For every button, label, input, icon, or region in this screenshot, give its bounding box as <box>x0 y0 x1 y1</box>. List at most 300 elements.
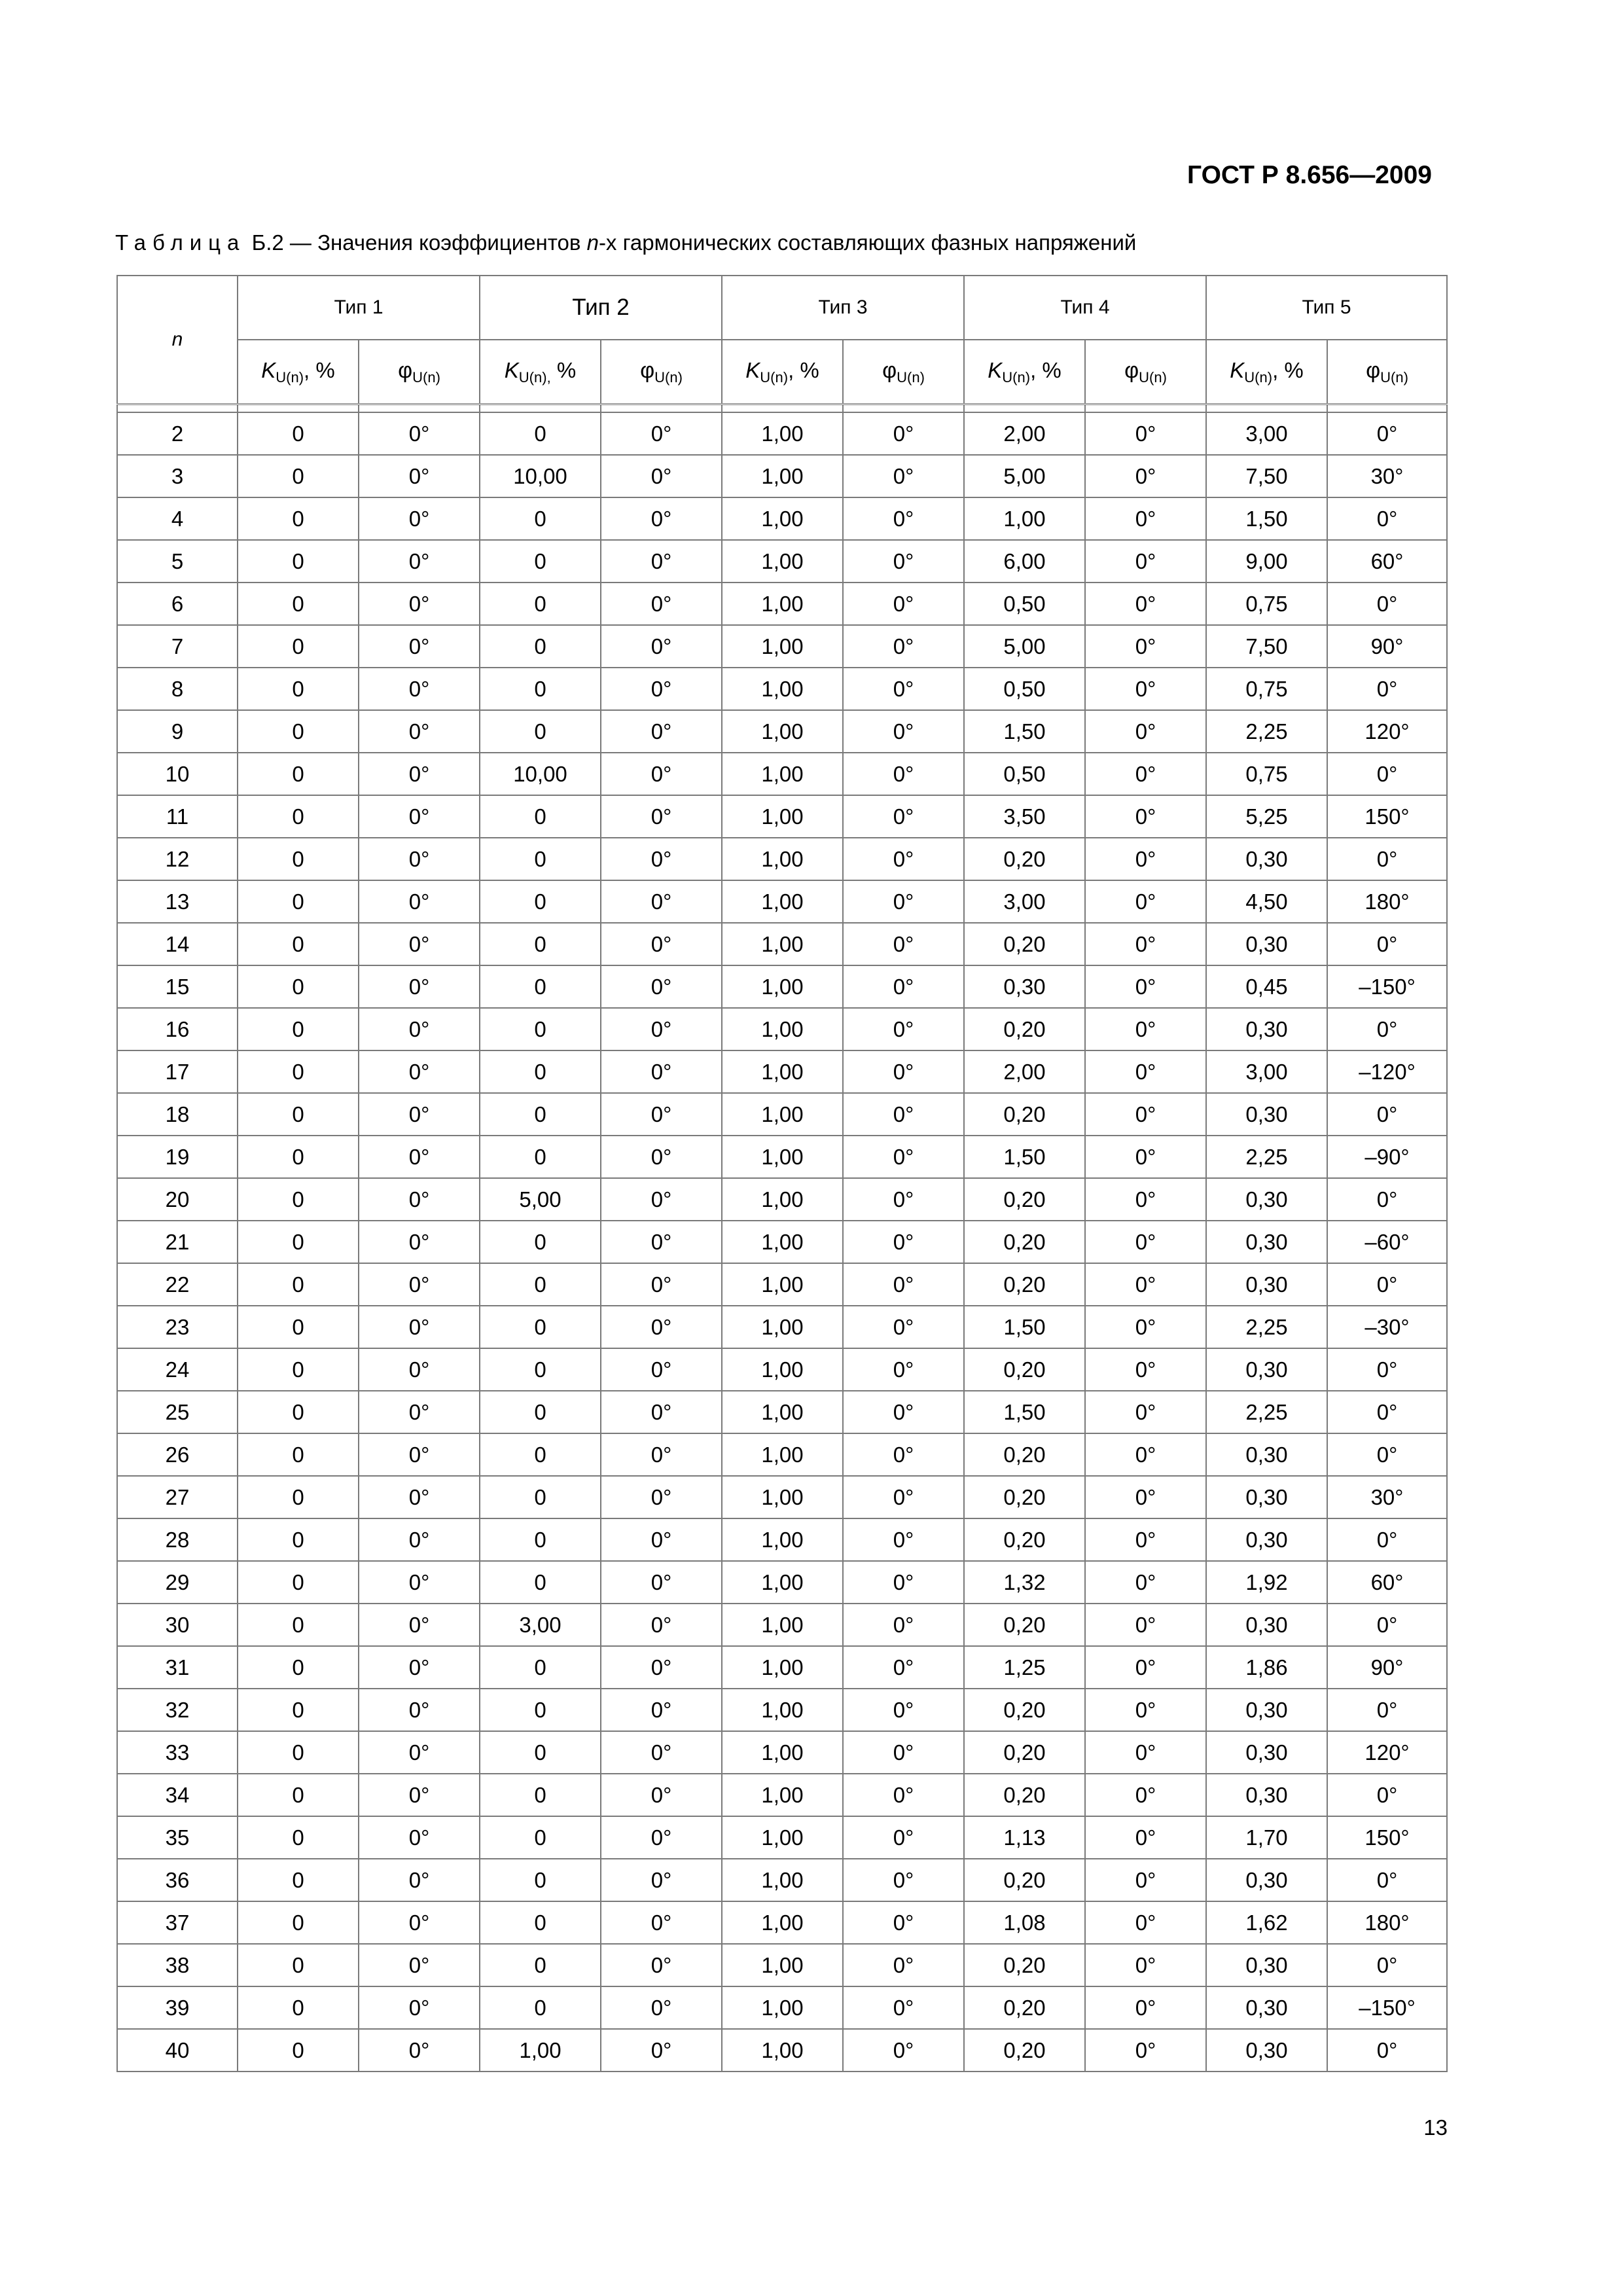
table-cell: 0 <box>480 1433 601 1476</box>
table-cell: 0° <box>1085 1731 1206 1774</box>
table-cell: 0° <box>1085 1050 1206 1093</box>
table-cell: –120° <box>1327 1050 1447 1093</box>
table-cell: 0 <box>238 880 359 923</box>
table-cell: 0° <box>1085 1986 1206 2029</box>
table-cell: 0,30 <box>1206 923 1327 965</box>
table-cell: 0° <box>359 1391 480 1433</box>
table-cell: 0° <box>1085 1433 1206 1476</box>
table-cell: 0° <box>1085 1816 1206 1859</box>
table-row <box>117 1944 1447 1986</box>
table-cell: 0 <box>238 838 359 880</box>
table-cell: 0° <box>1085 1944 1206 1986</box>
table-cell: 0 <box>480 583 601 625</box>
table-cell: 0,20 <box>964 1433 1085 1476</box>
table-cell: 0° <box>843 965 964 1008</box>
table-row <box>117 753 1447 795</box>
table-cell: 10,00 <box>480 753 601 795</box>
harmonic-order-cell: 34 <box>117 1774 238 1816</box>
table-cell: 0 <box>238 583 359 625</box>
table-cell: 0° <box>1327 1348 1447 1391</box>
harmonic-order-cell: 33 <box>117 1731 238 1774</box>
table-row <box>117 1859 1447 1901</box>
table-cell: 0° <box>843 2029 964 2072</box>
table-cell: 0° <box>1085 1518 1206 1561</box>
table-cell: 0 <box>480 1816 601 1859</box>
table-row <box>117 1816 1447 1859</box>
harmonic-order-cell: 40 <box>117 2029 238 2072</box>
harmonic-order-cell: 6 <box>117 583 238 625</box>
table-cell: 0,20 <box>964 838 1085 880</box>
table-cell: 0,50 <box>964 668 1085 710</box>
table-cell: 0° <box>1327 1178 1447 1221</box>
table-cell: 0,30 <box>1206 1093 1327 1136</box>
table-cell: 4,50 <box>1206 880 1327 923</box>
table-cell: 0° <box>843 1859 964 1901</box>
table-cell: 0° <box>359 965 480 1008</box>
table-cell: 0 <box>480 1391 601 1433</box>
harmonic-order-cell: 37 <box>117 1901 238 1944</box>
table-cell: 0 <box>480 1306 601 1348</box>
table-cell: 0° <box>359 1263 480 1306</box>
table-cell: 0° <box>1085 1901 1206 1944</box>
table-cell: 0° <box>601 1816 722 1859</box>
table-cell: 0 <box>238 1646 359 1689</box>
table-cell: 1,00 <box>722 540 843 583</box>
table-cell: 0° <box>601 710 722 753</box>
phi-header-type-4: $\varphi_{U(n)}$ <box>1085 340 1206 404</box>
table-cell: 1,70 <box>1206 1816 1327 1859</box>
table-cell: 0,30 <box>1206 2029 1327 2072</box>
table-cell: 10,00 <box>480 455 601 497</box>
table-cell: 0° <box>601 583 722 625</box>
table-cell: 0,30 <box>1206 1008 1327 1050</box>
table-cell: 1,00 <box>722 1263 843 1306</box>
table-cell: 1,32 <box>964 1561 1085 1604</box>
table-cell: 1,25 <box>964 1646 1085 1689</box>
table-cell: 0° <box>601 1093 722 1136</box>
table-cell: 0 <box>238 1816 359 1859</box>
table-cell: 1,00 <box>722 795 843 838</box>
table-cell: 0,20 <box>964 1263 1085 1306</box>
table-cell: 0 <box>238 1433 359 1476</box>
table-cell: 0° <box>1085 540 1206 583</box>
table-cell: 0° <box>601 923 722 965</box>
table-cell: 0° <box>359 1986 480 2029</box>
table-cell: 0,20 <box>964 1476 1085 1518</box>
table-cell: 0° <box>601 795 722 838</box>
table-cell: 0° <box>359 753 480 795</box>
table-cell: 0 <box>480 1050 601 1093</box>
table-cell: 3,00 <box>1206 1050 1327 1093</box>
table-cell: 0 <box>238 710 359 753</box>
table-cell: 0° <box>843 1689 964 1731</box>
table-cell: 0 <box>238 1306 359 1348</box>
table-cell: 0° <box>1327 838 1447 880</box>
table-row <box>117 1774 1447 1816</box>
table-cell: 0° <box>843 1561 964 1604</box>
table-cell: 0° <box>843 1433 964 1476</box>
table-cell: 1,00 <box>722 1306 843 1348</box>
table-cell: 0 <box>480 880 601 923</box>
table-cell: 0° <box>359 1518 480 1561</box>
table-cell: 0° <box>1085 1646 1206 1689</box>
table-cell: 0,50 <box>964 753 1085 795</box>
table-cell: 0° <box>843 880 964 923</box>
table-cell: 0° <box>843 1731 964 1774</box>
harmonic-order-cell: 21 <box>117 1221 238 1263</box>
table-cell: 0° <box>1085 1348 1206 1391</box>
table-cell: 0° <box>1327 1263 1447 1306</box>
table-cell: 0,20 <box>964 2029 1085 2072</box>
table-cell: 150° <box>1327 1816 1447 1859</box>
table-cell: 0,20 <box>964 1221 1085 1263</box>
harmonic-order-cell: 39 <box>117 1986 238 2029</box>
table-cell: 0° <box>1085 923 1206 965</box>
table-cell: 0,30 <box>1206 1221 1327 1263</box>
harmonic-order-cell: 32 <box>117 1689 238 1731</box>
table-cell: 0° <box>843 923 964 965</box>
table-cell: 0° <box>359 1306 480 1348</box>
table-cell: 0 <box>480 1263 601 1306</box>
table-cell: 1,92 <box>1206 1561 1327 1604</box>
table-cell: 5,25 <box>1206 795 1327 838</box>
harmonic-order-cell: 9 <box>117 710 238 753</box>
table-cell: 0° <box>601 1476 722 1518</box>
table-cell: –150° <box>1327 1986 1447 2029</box>
table-cell: 0° <box>601 1136 722 1178</box>
table-cell: 0 <box>238 625 359 668</box>
table-cell: 0 <box>238 1731 359 1774</box>
table-cell: 1,00 <box>722 1901 843 1944</box>
table-cell: 0,75 <box>1206 753 1327 795</box>
table-row <box>117 1306 1447 1348</box>
table-cell: 0° <box>843 1178 964 1221</box>
table-cell: 0 <box>238 1944 359 1986</box>
table-cell: 0 <box>238 2029 359 2072</box>
caption-number: Б.2 <box>251 230 284 255</box>
table-cell: 0° <box>843 1816 964 1859</box>
table-cell: 180° <box>1327 1901 1447 1944</box>
table-cell: 0° <box>843 1391 964 1433</box>
table-cell: 0° <box>601 412 722 455</box>
table-cell: 0° <box>601 1518 722 1561</box>
table-cell: 0° <box>1327 1689 1447 1731</box>
table-cell: 0,20 <box>964 1518 1085 1561</box>
table-cell: 1,00 <box>722 668 843 710</box>
table-row <box>117 1604 1447 1646</box>
harmonic-order-cell: 26 <box>117 1433 238 1476</box>
table-cell: 0° <box>359 625 480 668</box>
table-cell: 0° <box>1085 412 1206 455</box>
harmonic-order-cell: 23 <box>117 1306 238 1348</box>
table-cell: 0 <box>238 1178 359 1221</box>
table-cell: 0,30 <box>1206 1263 1327 1306</box>
table-cell: 30° <box>1327 455 1447 497</box>
table-cell: 120° <box>1327 710 1447 753</box>
table-cell: 0,30 <box>1206 1518 1327 1561</box>
harmonic-order-cell: 10 <box>117 753 238 795</box>
table-cell: 7,50 <box>1206 625 1327 668</box>
table-cell: 0° <box>843 583 964 625</box>
table-cell: 0° <box>843 1901 964 1944</box>
table-cell: 0° <box>601 625 722 668</box>
table-cell: 0° <box>359 1008 480 1050</box>
table-row <box>117 1646 1447 1689</box>
table-row <box>117 1433 1447 1476</box>
table-cell: 0 <box>480 625 601 668</box>
table-cell: 3,00 <box>480 1604 601 1646</box>
table-cell: 0° <box>601 1178 722 1221</box>
table-cell: 1,00 <box>722 1518 843 1561</box>
table-cell: 0,30 <box>1206 1348 1327 1391</box>
table-cell: 0° <box>1085 1008 1206 1050</box>
harmonic-order-cell: 19 <box>117 1136 238 1178</box>
type-1-header: Тип 1 <box>238 276 480 340</box>
table-cell: 0° <box>359 668 480 710</box>
table-cell: 0 <box>480 1646 601 1689</box>
table-cell: 0° <box>359 1859 480 1901</box>
type-2-header: Тип 2 <box>480 276 722 340</box>
table-cell: 0° <box>601 540 722 583</box>
table-cell: 1,00 <box>722 1221 843 1263</box>
table-row <box>117 1476 1447 1518</box>
table-cell: 0 <box>238 1986 359 2029</box>
harmonic-order-cell: 22 <box>117 1263 238 1306</box>
table-row <box>117 1093 1447 1136</box>
table-cell: 1,00 <box>722 880 843 923</box>
table-row <box>117 412 1447 455</box>
table-cell: 0° <box>601 1774 722 1816</box>
table-cell: 0° <box>1327 1604 1447 1646</box>
caption-n: n <box>586 230 599 255</box>
table-cell: 0° <box>1085 1263 1206 1306</box>
type-5-header: Тип 5 <box>1206 276 1447 340</box>
table-cell: 0° <box>359 2029 480 2072</box>
table-cell: 0° <box>359 1136 480 1178</box>
table-cell: 0° <box>843 668 964 710</box>
table-cell: 0° <box>359 923 480 965</box>
table-cell: 0 <box>238 412 359 455</box>
table-cell: 0,20 <box>964 1093 1085 1136</box>
table-cell: 90° <box>1327 625 1447 668</box>
table-cell: 0,20 <box>964 1689 1085 1731</box>
table-cell: 0,75 <box>1206 668 1327 710</box>
table-cell: 0 <box>480 710 601 753</box>
table-cell: 1,50 <box>964 710 1085 753</box>
table-cell: 9,00 <box>1206 540 1327 583</box>
table-cell: 0° <box>1085 583 1206 625</box>
harmonic-order-cell: 36 <box>117 1859 238 1901</box>
table-cell: 1,00 <box>722 1689 843 1731</box>
n-header: n <box>117 276 238 404</box>
table-cell: 0° <box>1085 795 1206 838</box>
table-cell: 0° <box>601 455 722 497</box>
table-cell: 1,00 <box>722 625 843 668</box>
table-cell: 0° <box>1327 1433 1447 1476</box>
table-cell: 0° <box>359 838 480 880</box>
table-cell: 0° <box>601 1859 722 1901</box>
table-cell: 1,00 <box>722 1136 843 1178</box>
table-cell: 0 <box>238 1901 359 1944</box>
table-cell: 0 <box>238 965 359 1008</box>
table-cell: 7,50 <box>1206 455 1327 497</box>
table-cell: 0° <box>1085 1774 1206 1816</box>
table-cell: 3,00 <box>1206 412 1327 455</box>
table-row <box>117 1263 1447 1306</box>
standard-code: ГОСТ Р 8.656—2009 <box>1187 161 1432 189</box>
table-cell: 1,00 <box>722 1008 843 1050</box>
table-row <box>117 1986 1447 2029</box>
table-cell: 0 <box>480 1476 601 1518</box>
table-cell: 0,20 <box>964 1731 1085 1774</box>
table-cell: 1,13 <box>964 1816 1085 1859</box>
table-cell: 0° <box>1327 753 1447 795</box>
table-cell: 1,00 <box>480 2029 601 2072</box>
table-cell: 0° <box>359 1816 480 1859</box>
table-cell: 1,50 <box>1206 497 1327 540</box>
table-cell: 0,30 <box>1206 1178 1327 1221</box>
table-cell: 3,50 <box>964 795 1085 838</box>
table-cell: 1,00 <box>722 1348 843 1391</box>
type-3-header: Тип 3 <box>722 276 964 340</box>
table-cell: 0° <box>601 1731 722 1774</box>
table-row <box>117 710 1447 753</box>
table-cell: 0 <box>480 1731 601 1774</box>
table-cell: 0° <box>1327 2029 1447 2072</box>
table-cell: 0° <box>843 1348 964 1391</box>
table-cell: 0° <box>601 838 722 880</box>
table-cell: 0 <box>238 668 359 710</box>
table-cell: 0° <box>601 1646 722 1689</box>
harmonics-table <box>116 275 1448 2072</box>
k-header-type-4: $K_{U(n)}$, % <box>964 340 1085 404</box>
table-cell: 0° <box>601 1986 722 2029</box>
table-cell: 0° <box>1327 1518 1447 1561</box>
k-header-type-5: $K_{U(n)}$, % <box>1206 340 1327 404</box>
table-cell: 0 <box>480 1901 601 1944</box>
table-cell: 0° <box>843 1774 964 1816</box>
table-row <box>117 455 1447 497</box>
k-header-type-2: $K_{U(n),}$ % <box>480 340 601 404</box>
table-row <box>117 1008 1447 1050</box>
table-cell: 0 <box>480 1518 601 1561</box>
table-cell: 0° <box>1327 668 1447 710</box>
table-cell: 0 <box>238 795 359 838</box>
table-cell: 0° <box>601 1604 722 1646</box>
harmonic-order-cell: 2 <box>117 412 238 455</box>
table-cell: 0° <box>359 1901 480 1944</box>
table-cell: 2,25 <box>1206 710 1327 753</box>
table-row <box>117 2029 1447 2072</box>
table-row <box>117 1348 1447 1391</box>
table-cell: 0 <box>238 1604 359 1646</box>
table-cell: 0° <box>601 668 722 710</box>
table-cell: 1,00 <box>722 1944 843 1986</box>
table-cell: 1,00 <box>722 965 843 1008</box>
table-cell: 0,20 <box>964 1944 1085 1986</box>
table-cell: 0° <box>1085 1604 1206 1646</box>
harmonic-order-cell: 30 <box>117 1604 238 1646</box>
phi-header-type-3: $\varphi_{U(n)}$ <box>843 340 964 404</box>
table-cell: 0 <box>238 753 359 795</box>
table-row <box>117 540 1447 583</box>
table-cell: 0° <box>1085 1391 1206 1433</box>
table-cell: 6,00 <box>964 540 1085 583</box>
table-cell: 0 <box>238 1689 359 1731</box>
table-cell: 0° <box>1085 455 1206 497</box>
table-cell: 0° <box>843 1944 964 1986</box>
table-cell: 0,30 <box>1206 1731 1327 1774</box>
table-cell: 180° <box>1327 880 1447 923</box>
table-row <box>117 1050 1447 1093</box>
table-cell: 0° <box>601 1901 722 1944</box>
table-cell: 5,00 <box>964 625 1085 668</box>
table-cell: 0° <box>1085 1689 1206 1731</box>
table-cell: 0° <box>359 795 480 838</box>
table-cell: 0° <box>843 795 964 838</box>
table-cell: 0° <box>359 880 480 923</box>
table-cell: 0,20 <box>964 1774 1085 1816</box>
table-row <box>117 1518 1447 1561</box>
table-cell: 0 <box>238 1221 359 1263</box>
table-cell: 0° <box>601 1348 722 1391</box>
table-cell: 2,25 <box>1206 1391 1327 1433</box>
table-cell: 0° <box>1085 880 1206 923</box>
table-cell: 0,45 <box>1206 965 1327 1008</box>
table-cell: 0 <box>480 1136 601 1178</box>
harmonic-order-cell: 38 <box>117 1944 238 1986</box>
table-row <box>117 668 1447 710</box>
table-cell: 0° <box>1085 668 1206 710</box>
table-cell: 0° <box>601 497 722 540</box>
table-cell: 0° <box>359 412 480 455</box>
table-cell: 1,50 <box>964 1136 1085 1178</box>
table-cell: 90° <box>1327 1646 1447 1689</box>
table-cell: 0° <box>601 1433 722 1476</box>
table-row <box>117 1391 1447 1433</box>
table-cell: 0° <box>843 1050 964 1093</box>
harmonic-order-cell: 15 <box>117 965 238 1008</box>
table-body <box>117 404 1447 2072</box>
table-cell: 0° <box>1085 710 1206 753</box>
table-cell: 0° <box>1327 923 1447 965</box>
harmonic-order-cell: 18 <box>117 1093 238 1136</box>
table-cell: 0° <box>1327 1093 1447 1136</box>
table-cell: 0° <box>843 1306 964 1348</box>
table-cell: 1,00 <box>722 1050 843 1093</box>
table-cell: 0° <box>1327 1391 1447 1433</box>
table-cell: 1,00 <box>722 710 843 753</box>
page-number: 13 <box>1423 2115 1448 2140</box>
table-cell: 0° <box>1327 497 1447 540</box>
table-cell: 1,00 <box>722 753 843 795</box>
table-cell: 0,50 <box>964 583 1085 625</box>
table-cell: 0 <box>238 1050 359 1093</box>
harmonic-order-cell: 13 <box>117 880 238 923</box>
caption-text: Значения коэффициентов <box>317 230 581 255</box>
table-cell: 0° <box>843 838 964 880</box>
table-cell: 0,30 <box>964 965 1085 1008</box>
table-cell: 0° <box>601 2029 722 2072</box>
caption-dash: — <box>289 230 312 255</box>
table-cell: 0,30 <box>1206 1604 1327 1646</box>
table-cell: 1,50 <box>964 1306 1085 1348</box>
phi-header-type-5: $\varphi_{U(n)}$ <box>1327 340 1447 404</box>
harmonic-order-cell: 24 <box>117 1348 238 1391</box>
table-cell: 0 <box>480 1221 601 1263</box>
table-cell: 0° <box>359 583 480 625</box>
table-cell: 0° <box>359 1604 480 1646</box>
